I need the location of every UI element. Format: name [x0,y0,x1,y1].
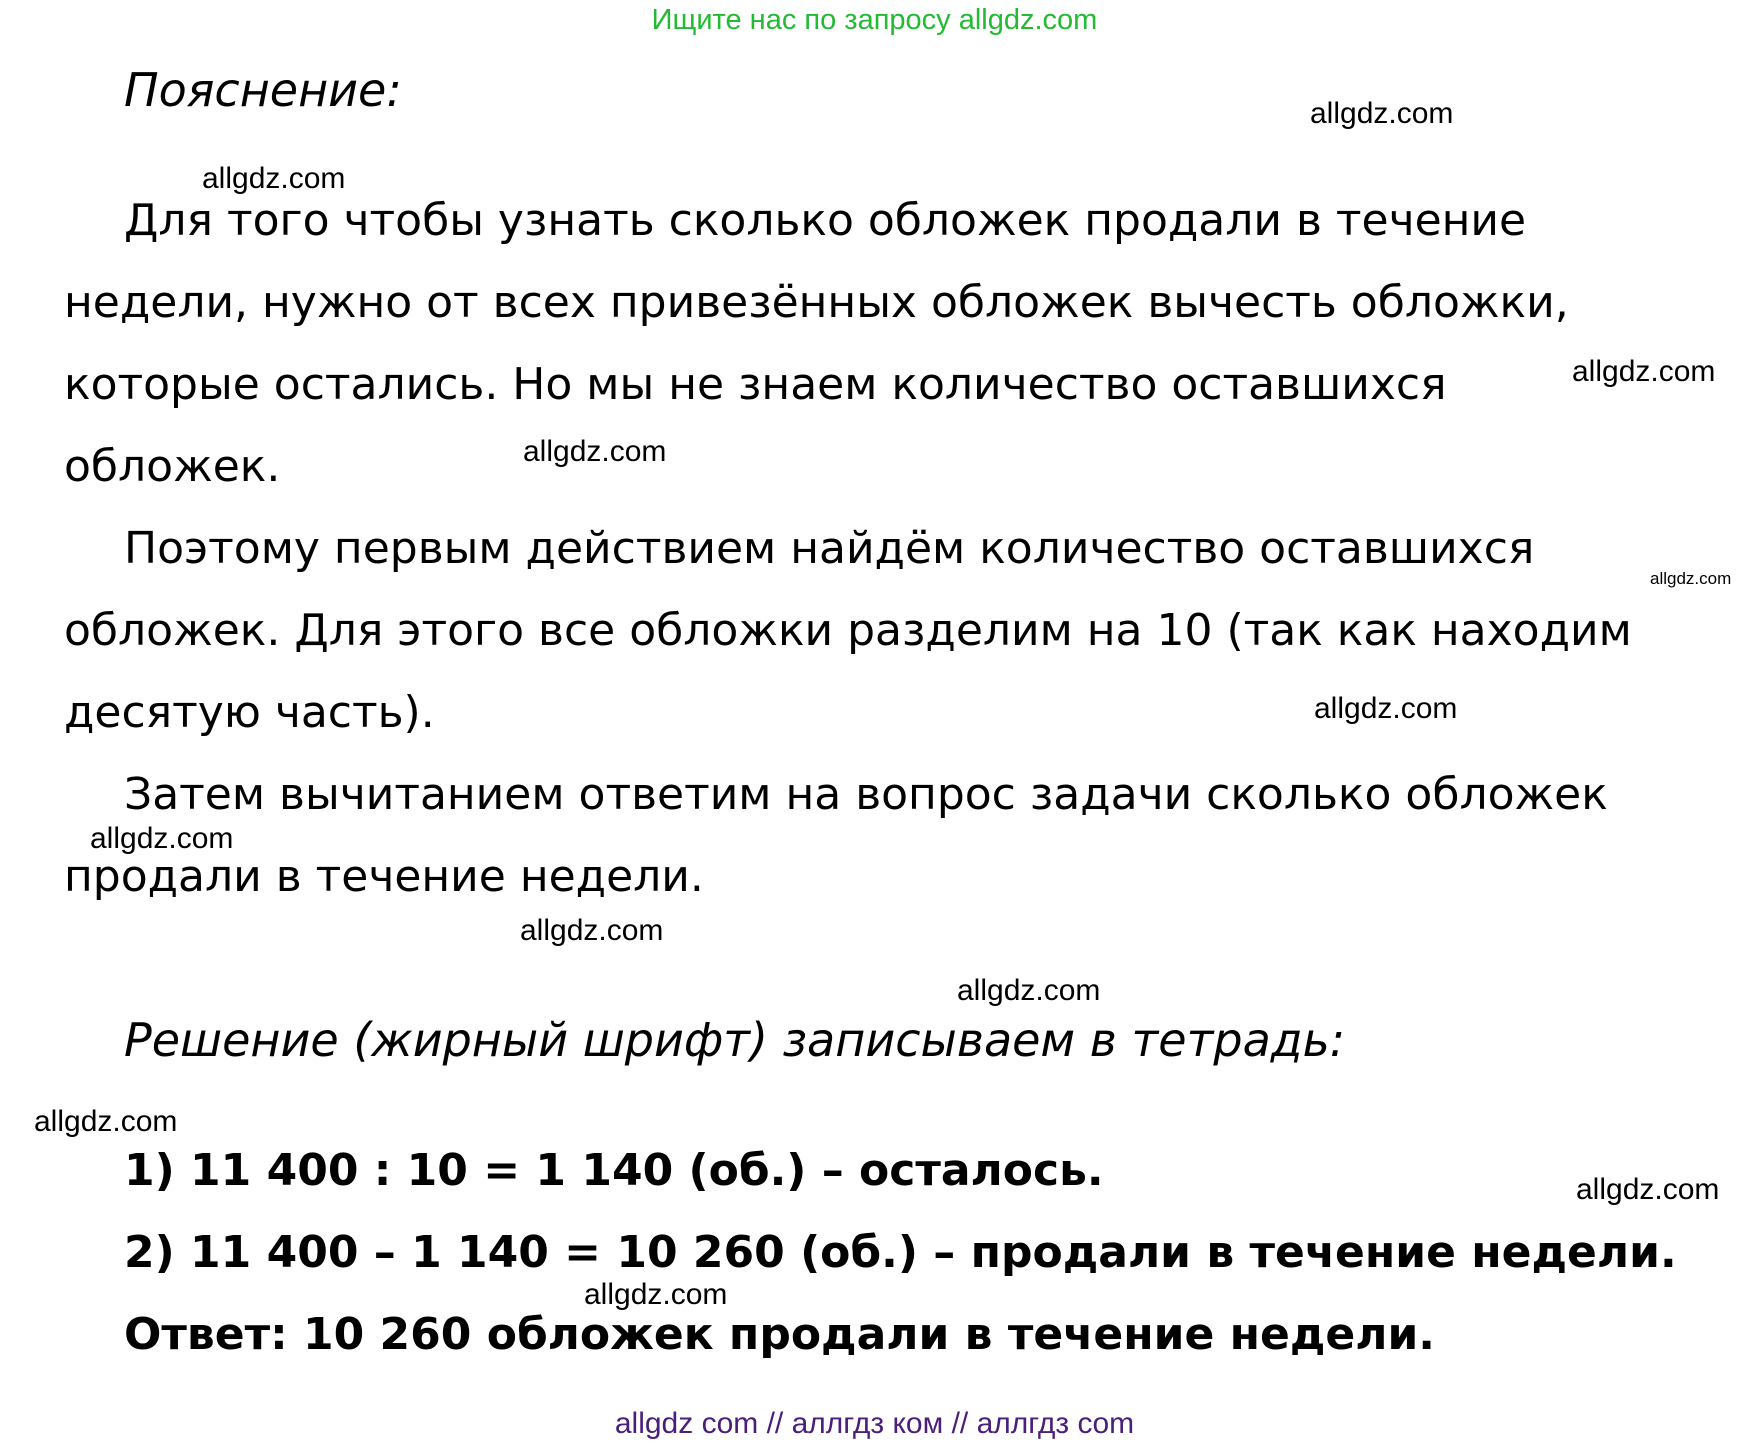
paragraph-line: обложек. [64,441,281,492]
watermark: allgdz.com [520,914,664,947]
watermark: allgdz.com [1310,97,1454,130]
watermark: allgdz.com [34,1105,178,1138]
paragraph-line: Для того чтобы узнать сколько обложек продали в течение [124,195,1527,246]
paragraph-line: Затем вычитанием ответим на вопрос задачи сколько обложек [124,769,1608,820]
solution-block [124,1130,1677,1376]
watermark: allgdz.com [584,1278,728,1311]
paragraph-line: Поэтому первым действием найдём количество оставшихся [124,523,1535,574]
explanation-heading: Пояснение: [124,63,402,117]
paragraph-2 [64,508,1724,754]
paragraph-1 [64,180,1724,508]
watermark: allgdz.com [957,974,1101,1007]
watermark: allgdz.com [1572,355,1716,388]
paragraph-line: которые остались. Но мы не знаем количество оставшихся [64,359,1447,410]
solution-heading: Решение (жирный шрифт) записываем в тетрадь: [124,1013,1346,1067]
watermark: allgdz.com [1650,569,1732,588]
paragraph-line: десятую часть). [64,687,435,738]
paragraph-line: недели, нужно от всех привезённых обложек вычесть обложки, [64,277,1569,328]
solution-step-2: 2) 11 400 – 1 140 = 10 260 (об.) – продали в течение недели. [124,1227,1677,1278]
paragraph-3 [64,754,1724,918]
watermark: allgdz.com [1576,1173,1720,1206]
solution-step-1: 1) 11 400 : 10 = 1 140 (об.) – осталось. [124,1145,1104,1196]
watermark: allgdz.com [202,162,346,195]
paragraph-line: обложек. Для этого все обложки разделим на 10 (так как находим [64,605,1632,656]
footer-links: allgdz com // аллгдз ком // аллгдз com [614,1407,1135,1440]
top-banner: Ищите нас по запросу allgdz.com [651,4,1098,36]
answer-line: Ответ: 10 260 обложек продали в течение недели. [124,1309,1435,1360]
watermark: allgdz.com [1314,692,1458,725]
watermark: allgdz.com [523,435,667,468]
paragraph-line: продали в течение недели. [64,851,704,902]
watermark: allgdz.com [90,822,234,855]
